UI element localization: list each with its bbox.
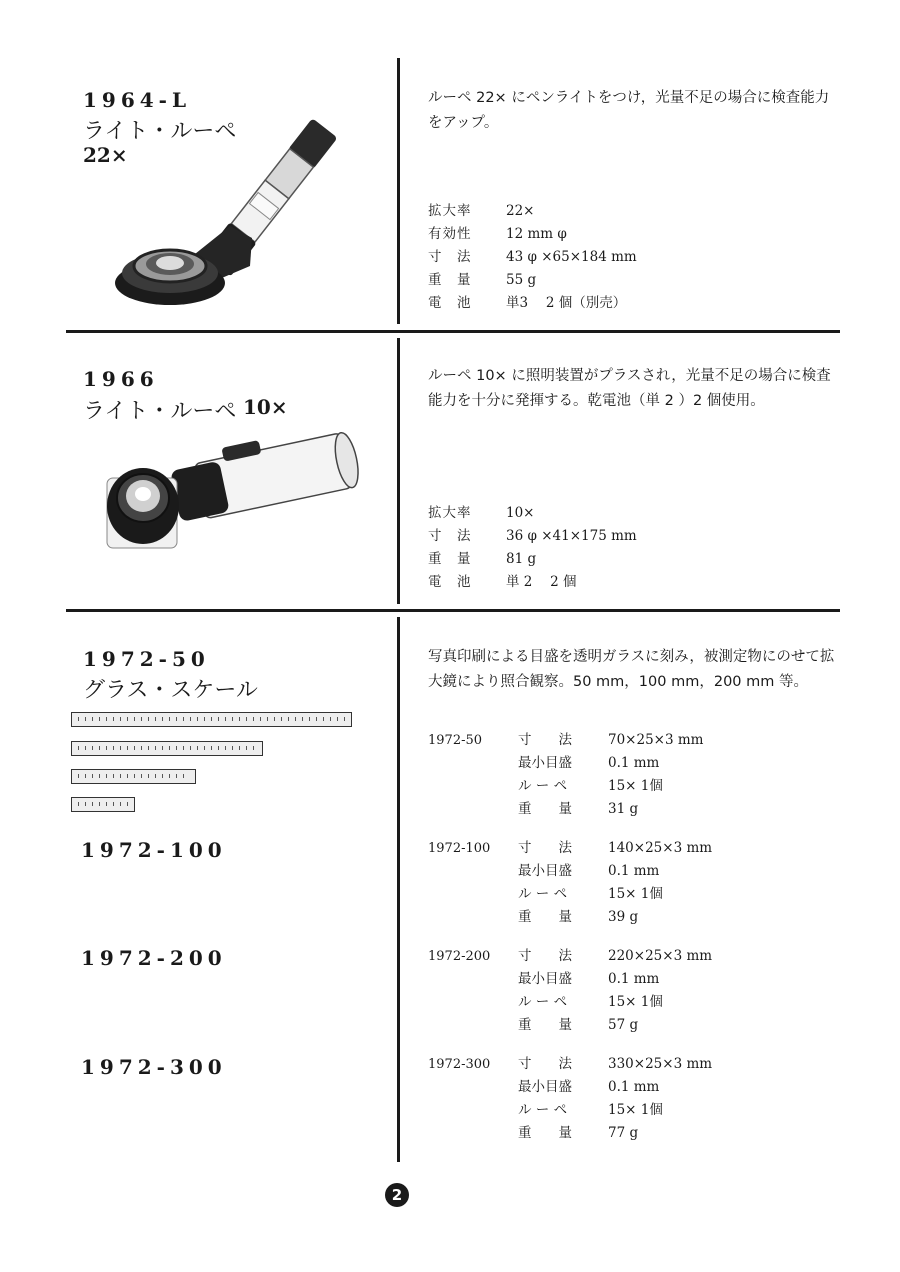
product-code: 1972-100 <box>81 838 227 862</box>
glass-scale-300-image <box>71 712 352 727</box>
page-number: 2 <box>385 1183 409 1207</box>
product-code: 1972-200 <box>81 946 227 970</box>
section-divider-1 <box>66 330 840 333</box>
model-code: 1972-300 <box>428 1057 491 1072</box>
spec-row <box>428 246 637 269</box>
spec-value: 15× 1個 <box>608 778 663 794</box>
spec-row <box>428 200 637 223</box>
spec-value: 31 g <box>608 801 639 817</box>
spec-row <box>428 571 637 594</box>
spec-label: 重 量 <box>518 1125 572 1141</box>
spec-row <box>428 752 703 775</box>
spec-value: 0.1 mm <box>608 755 660 771</box>
spec-value: 81 g <box>506 551 537 567</box>
spec-value: 39 g <box>608 909 639 925</box>
spec-value: 70×25×3 mm <box>608 732 704 748</box>
spec-value: 12 mm φ <box>506 226 567 242</box>
spec-label: 寸 法 <box>518 948 572 964</box>
spec-label: 電 池 <box>428 295 472 311</box>
spec-value: 10× <box>506 505 535 521</box>
spec-value: 57 g <box>608 1017 639 1033</box>
spec-label: 重 量 <box>518 909 572 925</box>
section-divider-2 <box>66 609 840 612</box>
spec-label: ル ー ペ <box>518 1102 568 1118</box>
spec-row <box>428 223 637 246</box>
spec-label: 最小目盛 <box>518 1079 572 1095</box>
model-spec-table <box>428 837 712 929</box>
spec-label: 最小目盛 <box>518 755 572 771</box>
spec-value: 単3 2 個（別売） <box>506 295 627 311</box>
spec-value: 43 φ ×65×184 mm <box>506 249 637 265</box>
spec-label: 寸 法 <box>428 249 472 265</box>
spec-row <box>428 525 637 548</box>
spec-row <box>428 1122 712 1145</box>
spec-label: 寸 法 <box>518 1056 572 1072</box>
spec-label: 最小目盛 <box>518 863 572 879</box>
column-divider-2 <box>397 338 400 604</box>
product-name: グラス・スケール <box>83 678 258 703</box>
spec-row <box>428 1076 712 1099</box>
spec-row <box>428 775 703 798</box>
product-code: 1972-300 <box>81 1055 227 1079</box>
spec-value: 220×25×3 mm <box>608 948 713 964</box>
spec-label: 寸 法 <box>428 528 472 544</box>
model-code: 1972-50 <box>428 733 483 748</box>
glass-scale-200-image <box>71 741 263 756</box>
spec-value: 0.1 mm <box>608 1079 660 1095</box>
spec-row <box>428 837 712 860</box>
product-code: 1966 <box>83 367 159 391</box>
spec-row <box>428 968 712 991</box>
spec-label: 最小目盛 <box>518 971 572 987</box>
spec-label: 重 量 <box>518 1017 572 1033</box>
product-magnification: 10× <box>243 395 288 419</box>
spec-row <box>428 883 712 906</box>
spec-value: 140×25×3 mm <box>608 840 713 856</box>
spec-value: 15× 1個 <box>608 886 663 902</box>
spec-label: 寸 法 <box>518 840 572 856</box>
spec-table <box>428 200 637 315</box>
product-name: ライト・ルーペ <box>83 399 237 424</box>
spec-row <box>428 991 712 1014</box>
spec-row <box>428 502 637 525</box>
spec-row <box>428 945 712 968</box>
model-code: 1972-200 <box>428 949 491 964</box>
spec-label: 寸 法 <box>518 732 572 748</box>
light-loupe-22x-image <box>110 108 360 313</box>
spec-row <box>428 1099 712 1122</box>
spec-row <box>428 729 703 752</box>
model-code: 1972-100 <box>428 841 491 856</box>
spec-row <box>428 269 637 292</box>
spec-value: 15× 1個 <box>608 1102 663 1118</box>
spec-value: 15× 1個 <box>608 994 663 1010</box>
spec-label: 重 量 <box>428 272 472 288</box>
spec-value: 22× <box>506 203 535 219</box>
spec-row <box>428 860 712 883</box>
model-spec-table <box>428 945 712 1037</box>
spec-value: 36 φ ×41×175 mm <box>506 528 637 544</box>
product-description: 写真印刷による目盛を透明ガラスに刻み，被測定物にのせて拡大鏡により照合観察。50 mm，100 mm，200 mm 等。 <box>428 649 835 690</box>
spec-label: 拡大率 <box>428 203 472 219</box>
spec-row <box>428 798 703 821</box>
spec-label: 重 量 <box>518 801 572 817</box>
spec-value: 0.1 mm <box>608 863 660 879</box>
column-divider-1 <box>397 58 400 324</box>
spec-row <box>428 292 637 315</box>
product-name: ライト・ルーペ <box>83 119 237 144</box>
column-divider-3 <box>397 617 400 1162</box>
spec-value: 0.1 mm <box>608 971 660 987</box>
product-magnification: 22× <box>83 143 128 167</box>
spec-label: ル ー ペ <box>518 886 568 902</box>
product-code: 1964-L <box>83 88 192 112</box>
spec-label: 拡大率 <box>428 505 472 521</box>
spec-label: 有効性 <box>428 226 472 242</box>
glass-scale-50-image <box>71 797 135 812</box>
spec-row <box>428 1014 712 1037</box>
model-spec-table <box>428 1053 712 1145</box>
product-description: ルーペ 10× に照明装置がプラスされ，光量不足の場合に検査能力を十分に発揮する。乾電池（単 2 ）2 個使用。 <box>428 368 831 409</box>
light-loupe-10x-image <box>105 428 365 553</box>
spec-label: 重 量 <box>428 551 472 567</box>
spec-row <box>428 548 637 571</box>
spec-table <box>428 502 637 594</box>
product-description: ルーペ 22× にペンライトをつけ，光量不足の場合に検査能力をアップ。 <box>428 90 830 131</box>
spec-row <box>428 906 712 929</box>
spec-value: 330×25×3 mm <box>608 1056 713 1072</box>
spec-label: ル ー ペ <box>518 778 568 794</box>
glass-scale-100-image <box>71 769 196 784</box>
spec-value: 55 g <box>506 272 537 288</box>
spec-row <box>428 1053 712 1076</box>
spec-value: 単 2 2 個 <box>506 574 577 590</box>
spec-value: 77 g <box>608 1125 639 1141</box>
spec-label: ル ー ペ <box>518 994 568 1010</box>
spec-label: 電 池 <box>428 574 472 590</box>
product-code: 1972-50 <box>83 647 210 671</box>
model-spec-table <box>428 729 703 821</box>
